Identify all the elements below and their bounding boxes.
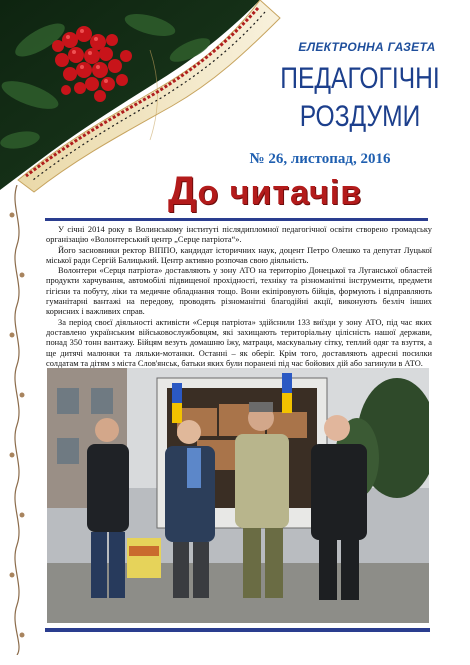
issue-number: № 26, листопад, 2016 bbox=[249, 151, 391, 167]
article-body bbox=[46, 225, 432, 369]
rubric-rest: о читачів bbox=[197, 174, 363, 212]
article-paragraph: У січні 2014 року в Волинському інституті післядипломної педагогічної освіти створено громадську організацію «Волонтерський центр „Серце патріота“». bbox=[46, 225, 432, 245]
bottom-rule bbox=[45, 628, 430, 632]
gazette-title-line1: ПЕДАГОГІЧНІ bbox=[280, 62, 440, 95]
rubric-first-letter: Д bbox=[168, 169, 198, 213]
gazette-title-line2: РОЗДУМИ bbox=[299, 100, 421, 133]
left-ornament-border bbox=[6, 185, 28, 655]
rubric-heading bbox=[168, 168, 438, 214]
gazette-subtitle: ЕЛЕКТРОННА ГАЗЕТА bbox=[298, 40, 436, 54]
article-paragraph: Волонтери «Серця патріота» доставляють у зону АТО на територію Донецької та Луганської областей продукти харчування, автомобілі підвищеної прохідності, техніку та різноманітні інструменти, предмети гігієни та побуту, ліки та медичне обладнання тощо. Вони екіпіровують бійців, формують і відправляють гуманітарні вантажі на передову, проводять різноманітні благодійні акції, виконують безліч інших корисних і важливих справ. bbox=[46, 266, 432, 317]
heading-rule bbox=[45, 218, 428, 221]
article-paragraph: За період своєї діяльності активісти «Серця патріота» здійснили 133 виїзди у зону АТО, під час яких доставлено українським військовослужбовцям, які захищають територіальну цілісність нашої держави, понад 350 тонн вантажу. Бійцям везуть домашню їжу, матраци, маскувальну сітку, теплий одяг та взуття, а ще дитячі малюнки та ляльки-мотанки. Останні – як оберіг. Крім того, доставляють адресні посилки солдатам та дітям з міста Слов'янськ, батьки яких були поранені під час бойових дій або загинули в АТО. bbox=[46, 317, 432, 368]
volunteers-photo bbox=[47, 368, 429, 623]
article-paragraph: Його засновники ректор ВІППО, кандидат історичних наук, доцент Петро Олешко та депутат Луцької міської ради Сергій Балицький. Центр активно розпочав свою діяльність. bbox=[46, 245, 432, 265]
